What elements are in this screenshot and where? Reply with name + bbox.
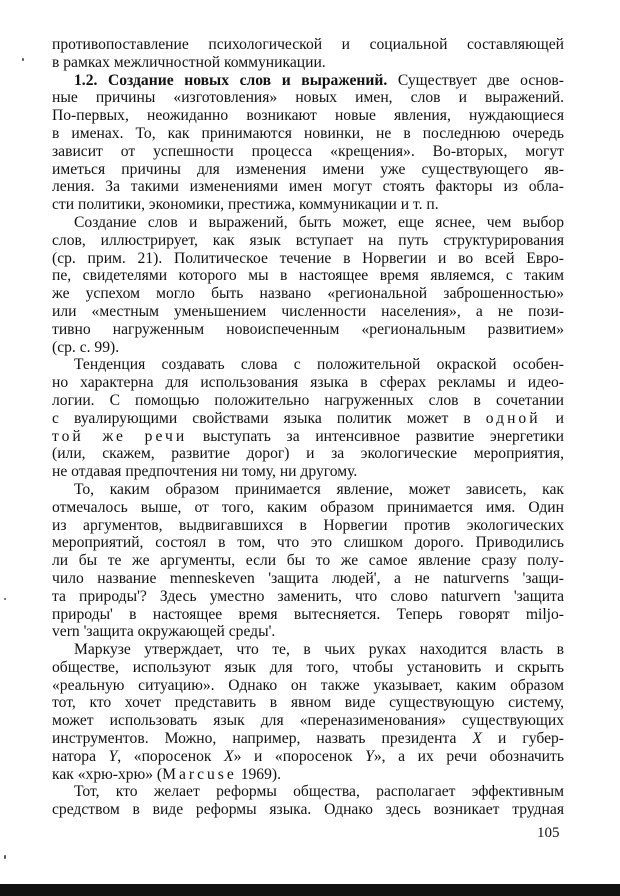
paragraph-2	[52, 72, 564, 214]
text-fragment: натора	[52, 747, 96, 765]
variable-letter: Y	[365, 747, 374, 765]
text-line: не отдавая предпочтения ни тому, ни другому.	[52, 463, 358, 481]
emphasized-word: и	[555, 409, 564, 427]
text-line: Маркузе утверждает, что те, в чьих руках находится власть в	[74, 641, 564, 659]
text-line: иметься причины для изменения имени уже существующего яв-	[52, 160, 564, 178]
text-line: но характерна для использования языка в сферах рекламы и идео-	[52, 374, 564, 392]
text-line: природы' в настоящее время вытесняется. Теперь говорят miljо-	[52, 605, 564, 623]
text-line: мероприятий, состоял в том, что это слишком дорого. Приводились	[52, 534, 564, 552]
paragraph-1	[52, 36, 564, 72]
text-line: или «местным уменьшением численности населения», а не пози-	[52, 302, 564, 320]
text-fragment: и губер-	[498, 730, 564, 748]
emphasized-phrase: той же речи	[52, 427, 188, 445]
text-fragment: 1969).	[236, 765, 281, 783]
text-line: та природы'? Здесь уместно заменить, что слово naturvern 'защита	[52, 587, 564, 605]
paragraph-4	[52, 356, 564, 481]
text-line: в рамках межличностной коммуникации.	[52, 53, 326, 71]
text-line: же успехом могло быть названо «региональной заброшенностью»	[52, 285, 564, 303]
variable-letter: X	[472, 730, 482, 748]
text-fragment: » и «поросенок	[233, 747, 353, 765]
paragraph-3	[52, 214, 564, 356]
text-line: тот, кто хочет представить в явном виде существующую систему,	[52, 694, 564, 712]
text-fragment: , «поросенок	[117, 747, 212, 765]
text-line: vern 'защита окружающей среды'.	[52, 623, 276, 641]
text-line	[52, 428, 564, 446]
paragraph-6	[52, 641, 564, 783]
text-line: в именах. То, как принимаются новинки, не в последнюю очередь	[52, 124, 564, 142]
text-fragment: выступать за интенсивное развитие энергетики	[202, 427, 564, 445]
scan-speck	[22, 58, 24, 61]
citation-author: Marcuse	[162, 765, 237, 783]
text-line: слов, иллюстрирует, как язык вступает на путь структурирования	[52, 231, 564, 249]
text-line: По-первых, неожиданно возникают новые явления, нуждающиеся	[52, 107, 564, 125]
text-fragment: инструментов. Можно, например, назвать президента	[52, 730, 457, 748]
text-line: тивно нагруженным новоиспеченным «региональным развитием»	[52, 320, 564, 338]
text-line: противопоставление психологической и социальной составляющей	[52, 36, 564, 53]
text-line: зависит от успешности процесса «крещения». Во-вторых, могут	[52, 142, 564, 160]
text-line: Создание слов и выражений, быть может, еще яснее, чем выбор	[74, 213, 564, 231]
text-line: ления. За такими изменениями имен могут стоять факторы из обла-	[52, 178, 564, 196]
emphasized-word: одной	[485, 409, 541, 427]
text-line: чило название menneskeven 'защита людей', а не naturverns 'защи-	[52, 569, 564, 587]
text-fragment: с вуалирующими свойствами языка политик может в	[52, 409, 471, 427]
scan-edge-bar	[0, 884, 620, 896]
text-line	[52, 748, 564, 766]
text-line: пе, свидетелями которого мы в настоящее время являемся, с таким	[52, 267, 564, 285]
text-line: ные причины «изготовления» новых имен, слов и выражений.	[52, 89, 564, 107]
text-line: средством в виде реформы языка. Однако здесь возникает трудная	[52, 801, 564, 819]
text-line: отмечалось выше, от того, каким образом принимается имя. Один	[52, 498, 564, 516]
text-line: То, каким образом принимается явление, может зависеть, как	[74, 480, 564, 498]
text-line: может использовать язык для «переназименования» существующих	[52, 712, 564, 730]
text-line: (ср. с. 99).	[52, 338, 120, 356]
page-number: 105	[537, 825, 560, 841]
page-body	[52, 36, 564, 819]
variable-letter: X	[224, 747, 234, 765]
text-fragment: как «хрю-хрю» (	[52, 765, 163, 783]
text-line: «реальную ситуацию». Однако он также указывает, каким образом	[52, 676, 564, 694]
scan-speck	[4, 598, 6, 600]
section-heading: 1.2. Создание новых слов и выражений.	[74, 71, 388, 89]
text-line	[52, 730, 564, 748]
paragraph-5	[52, 481, 564, 641]
paragraph-7	[52, 783, 564, 819]
text-line: Тенденция создавать слова с положительной окраской особен-	[74, 356, 564, 374]
text-line	[52, 410, 564, 428]
text-line: логии. С помощью положительно нагруженных слов в сочетании	[52, 391, 564, 409]
text-fragment: », а их речи обозначить	[373, 747, 564, 765]
scan-speck	[4, 855, 6, 859]
text-line	[52, 766, 564, 784]
text-line: Тот, кто желает реформы общества, располагает эффективным	[74, 783, 564, 801]
text-line: сти политики, экономики, престижа, коммуникации и т. п.	[52, 196, 439, 214]
text-line: (или, скажем, развитие дорог) и за экологические мероприятия,	[52, 445, 564, 463]
text-line: из аргументов, выдвигавшихся в Норвегии против экологических	[52, 516, 564, 534]
variable-letter: Y	[108, 747, 118, 765]
text-line	[52, 72, 564, 90]
text-fragment: Существует две основ-	[387, 71, 564, 89]
text-line: обществе, используют язык для того, чтобы установить и скрыть	[52, 658, 564, 676]
text-line: (ср. прим. 21). Политическое течение в Норвегии и во всей Евро-	[52, 249, 564, 267]
text-line: ли бы те же аргументы, если бы то же самое явление сразу полу-	[52, 552, 564, 570]
